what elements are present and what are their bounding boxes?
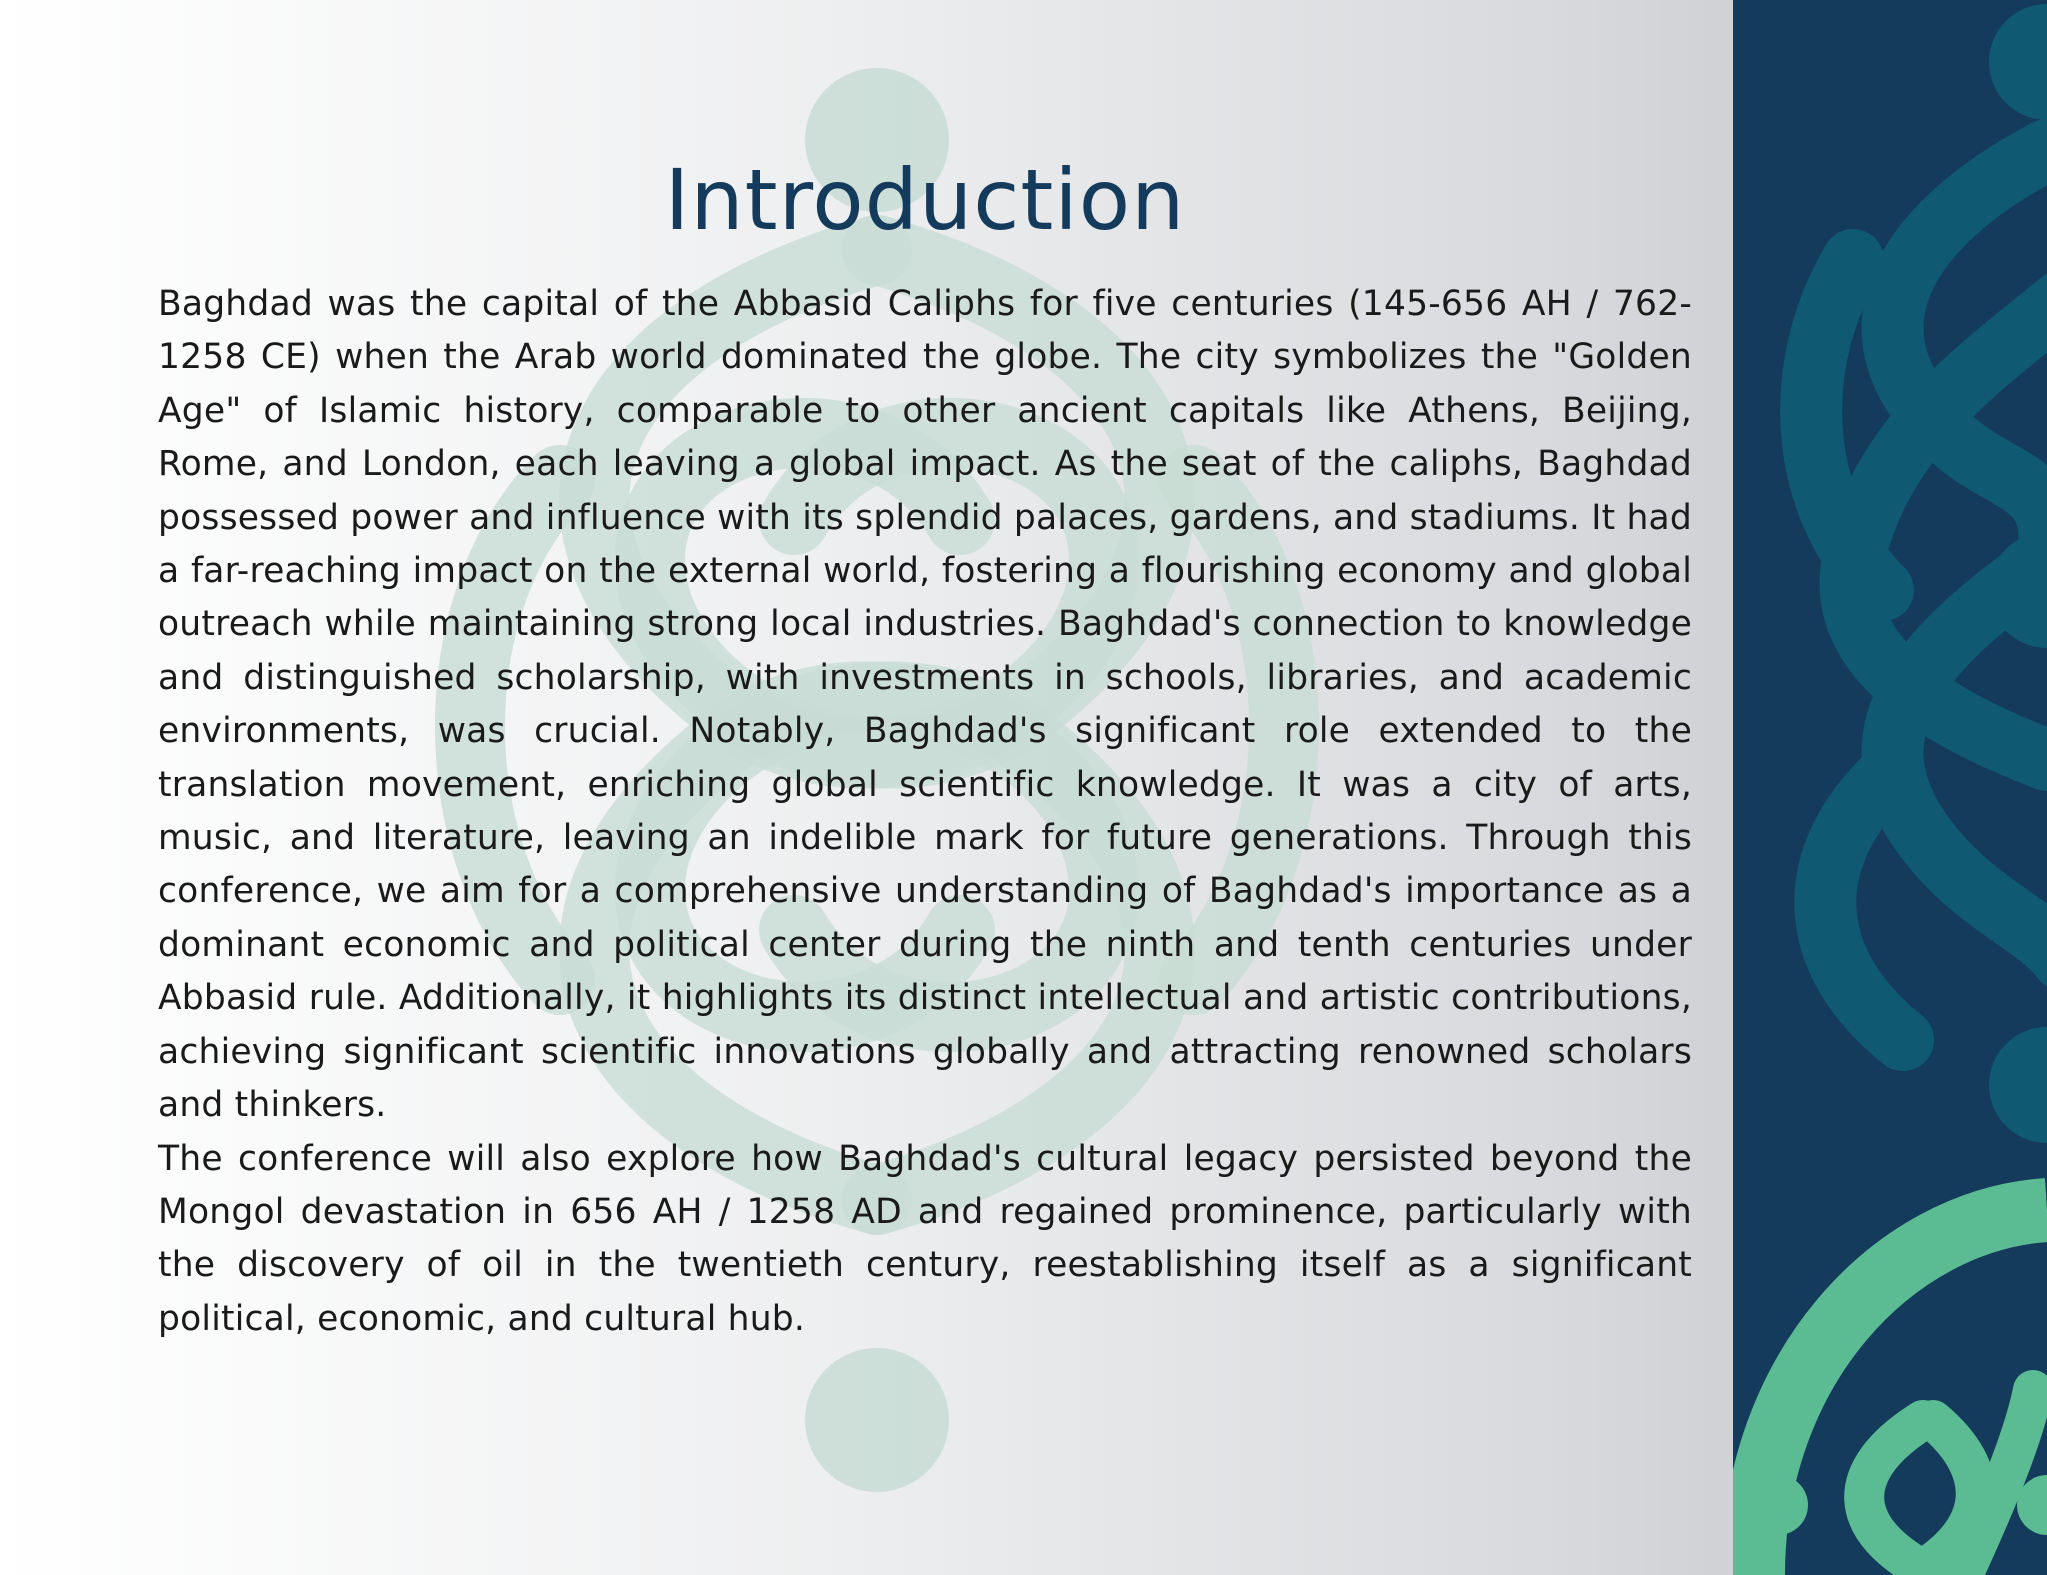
- intro-paragraph: Baghdad was the capital of the Abbasid Caliphs for five centuries (145-656 AH / 762-1258 CE) when the Arab world dominated the globe. The city symbolizes the "Golden Age" of Islamic history, comparable to other ancient capitals like Athens, Beijing, Rome, and London, each leaving a global impact. As the seat of the caliphs, Baghdad possessed power and influence with its splendid palaces, gardens, and stadiums. It had a far-reaching impact on the external world, fostering a flourishing economy and global outreach while maintaining strong local industries. Baghdad's connection to knowledge and distinguished scholarship, with investments in schools, libraries, and academic environments, was crucial. Notably, Baghdad's significant role extended to the translation movement, enriching global scientific knowledge. It was a city of arts, music, and literature, leaving an indelible mark for future generations. Through this conference, we aim for a comprehensive understanding of Baghdad's importance as a dominant economic and political center during the ninth and tenth centuries under Abbasid rule. Additionally, it highlights its distinct intellectual and artistic contributions, achieving significant scientific innovations globally and attracting renowned scholars and thinkers.: [158, 284, 1692, 1126]
- page-title: Introduction: [664, 151, 1186, 249]
- body-text: [158, 278, 1692, 1346]
- conference-paragraph: The conference will also explore how Baghdad's cultural legacy persisted beyond the Mongol devastation in 656 AH / 1258 AD and regained prominence, particularly with the discovery of oil in the twentieth century, reestablishing itself as a significant political, economic, and cultural hub.: [158, 1138, 1692, 1339]
